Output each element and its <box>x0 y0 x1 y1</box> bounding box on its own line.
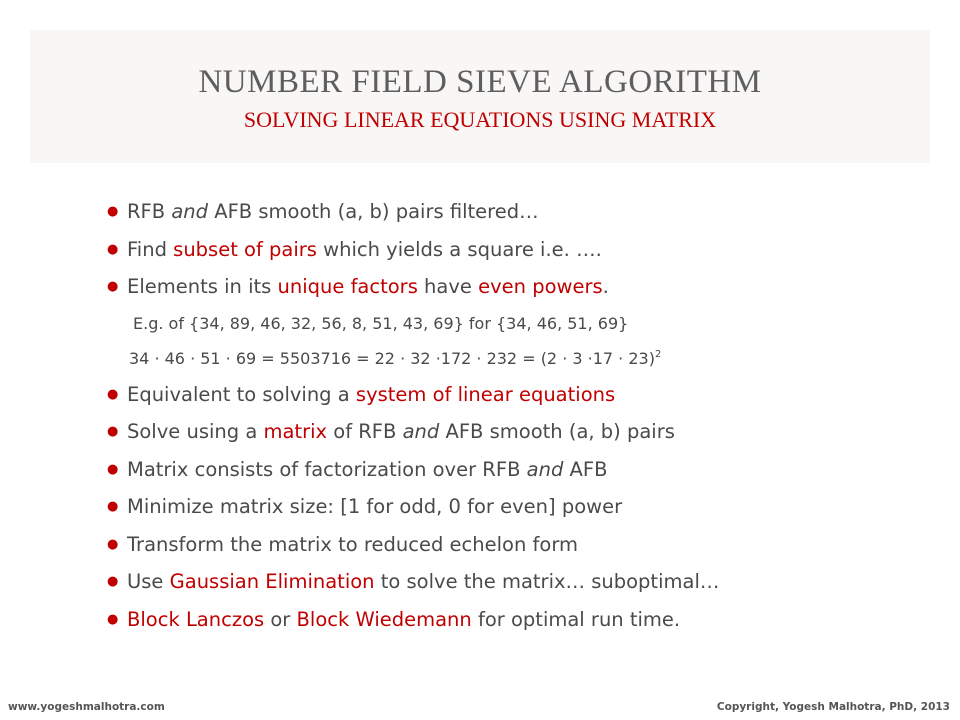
bullet-dot: ● <box>107 241 119 257</box>
bullet-text: Find subset of pairs which yields a square i.e. …. <box>127 237 602 261</box>
bullet-dot: ● <box>107 279 119 294</box>
bullet-dot: ● <box>107 204 119 219</box>
bullet-text: Equivalent to solving a system of linear equations <box>127 382 616 406</box>
bullet-dot: ● <box>107 386 119 402</box>
exponent: 2 <box>654 348 662 360</box>
bullet-text: Minimize matrix size: [1 for odd, 0 for even] power <box>127 495 623 518</box>
bullet-item <box>107 413 927 451</box>
bullet-item <box>107 376 927 414</box>
slide-title: NUMBER FIELD SIEVE ALGORITHM <box>198 64 762 100</box>
bullet-item <box>107 563 927 601</box>
bullet-item <box>107 488 927 526</box>
footer-copyright: Copyright, Yogesh Malhotra, PhD, 2013 <box>716 701 950 713</box>
bullet-dot: ● <box>107 499 119 514</box>
bullet-text: Elements in its unique factors have even powers. <box>127 275 609 298</box>
bullet-item <box>107 526 927 564</box>
bullet-text: Use Gaussian Elimination to solve the matrix… suboptimal… <box>127 570 720 593</box>
bullet-item <box>107 451 927 489</box>
bullet-list <box>107 193 927 638</box>
title-band <box>30 30 930 163</box>
bullet-text: RFB and AFB smooth (a, b) pairs filtered… <box>127 200 539 223</box>
bullet-text: Block Lanczos or Block Wiedemann for optimal run time. <box>127 607 681 631</box>
bullet-dot: ● <box>107 611 119 627</box>
bullet-text: Transform the matrix to reduced echelon form <box>127 532 578 556</box>
bullet-text: Matrix consists of factorization over RFB and AFB <box>127 457 608 481</box>
bullet-dot: ● <box>107 574 119 589</box>
equation-line: $34 \cdot 46 \cdot 51 \cdot 69 = 5503716 = 22 \cdot 32 \cdot 172 \cdot 232 = (2 \cdot 3 \cdot 17 \cdot 23)^2$ <box>129 348 662 368</box>
bullet-item <box>107 193 927 231</box>
bullet-text: Solve using a matrix of RFB and AFB smooth (a, b) pairs <box>127 420 675 443</box>
bullet-dot: ● <box>107 536 119 552</box>
bullet-item <box>107 268 927 306</box>
footer-website: www.yogeshmalhotra.com <box>8 701 165 713</box>
bullet-item <box>107 231 927 269</box>
slide-subtitle: SOLVING LINEAR EQUATIONS USING MATRIX <box>243 107 717 132</box>
example-line: E.g. of {34, 89, 46, 32, 56, 8, 51, 43, 69} for {34, 46, 51, 69} <box>133 313 629 333</box>
bullet-item <box>107 601 927 639</box>
bullet-dot: ● <box>107 461 119 477</box>
bullet-dot: ● <box>107 424 119 439</box>
